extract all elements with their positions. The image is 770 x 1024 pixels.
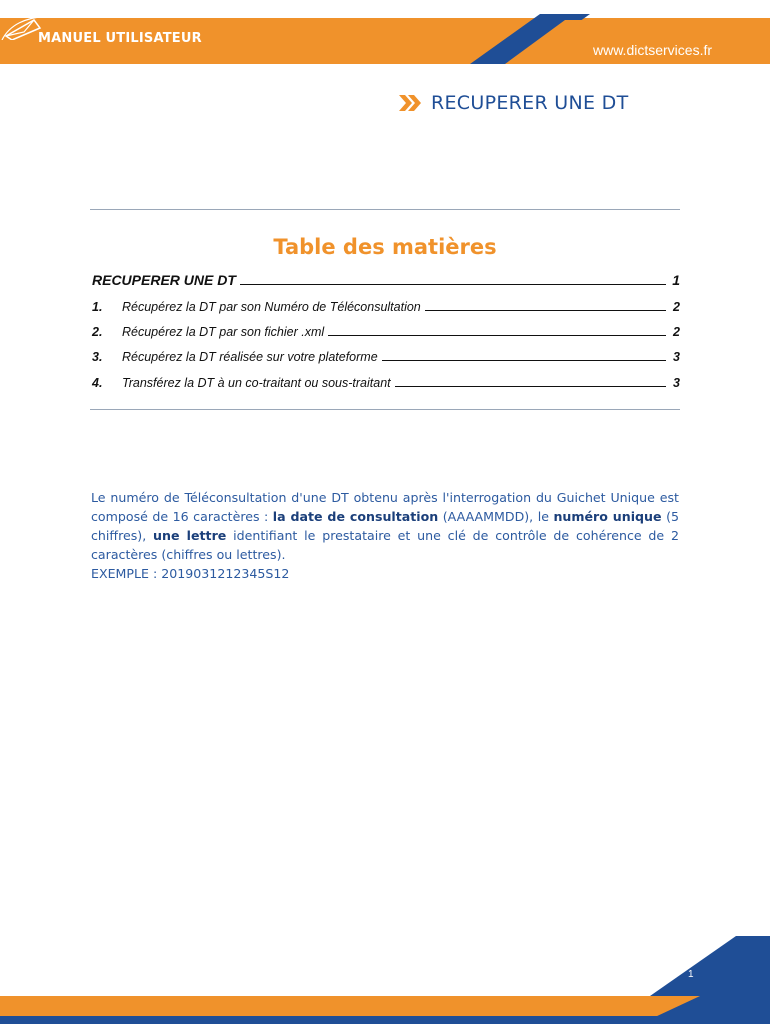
section-heading — [399, 90, 629, 116]
toc-leader — [240, 283, 666, 285]
section-title: RECUPERER UNE DT — [431, 92, 629, 114]
header-band — [0, 14, 770, 64]
toc-heading: Table des matières — [273, 235, 497, 259]
double-chevron-icon — [399, 93, 423, 113]
toc-main-label: RECUPERER UNE DT — [92, 272, 236, 288]
toc-page-number: 3 — [673, 350, 680, 364]
body-text-part: (5 chiffres), — [91, 509, 679, 543]
body-bold-letter: une lettre — [153, 528, 227, 543]
toc-page-number: 2 — [673, 325, 680, 339]
toc-main-entry[interactable] — [92, 270, 680, 288]
toc-entry-1[interactable] — [92, 296, 680, 314]
body-example: EXEMPLE : 2019031212345S12 — [91, 566, 290, 581]
header-title: MANUEL UTILISATEUR — [38, 31, 202, 46]
toc-entry-number: 1. — [92, 300, 103, 314]
toc-page-number: 1 — [672, 272, 680, 288]
toc-entry-3[interactable] — [92, 346, 680, 364]
toc-entry-number: 2. — [92, 325, 103, 339]
body-text-part: (AAAAMMDD), le — [438, 509, 554, 524]
toc-page-number: 3 — [673, 376, 680, 390]
toc-leader — [395, 385, 666, 387]
toc-entry-label: Récupérez la DT réalisée sur votre plateforme — [122, 350, 378, 364]
envelope-logo-icon — [0, 14, 50, 40]
toc-leader — [328, 334, 666, 336]
toc-entry-label: Transférez la DT à un co-traitant ou sous-traitant — [122, 376, 391, 390]
page-number: 1 — [688, 969, 694, 980]
body-bold-date: la date de consultation — [272, 509, 439, 524]
toc-entry-2[interactable] — [92, 321, 680, 339]
footer-band — [0, 930, 770, 1024]
toc-leader — [382, 359, 666, 361]
toc-entry-label: Récupérez la DT par son Numéro de Téléconsultation — [122, 300, 421, 314]
toc-entry-4[interactable] — [92, 372, 680, 390]
body-text-part: identifiant le prestataire et une clé de contrôle de cohérence de 2 caractères (chiffres ou lettres). — [91, 528, 679, 562]
body-paragraph — [91, 488, 679, 583]
body-text-part: Le numéro de Téléconsultation d'une DT obtenu après l'interrogation du Guichet Unique est composé de 16 caractères : — [91, 490, 679, 524]
toc-entry-number: 3. — [92, 350, 103, 364]
body-bold-number: numéro unique — [553, 509, 662, 524]
toc-page-number: 2 — [673, 300, 680, 314]
toc-entry-label: Récupérez la DT par son fichier .xml — [122, 325, 325, 339]
divider-bottom — [90, 409, 680, 410]
toc-leader — [425, 309, 666, 311]
header-site-url[interactable]: www.dictservices.fr — [593, 42, 713, 58]
divider-top — [90, 209, 680, 210]
toc-entry-number: 4. — [92, 376, 103, 390]
